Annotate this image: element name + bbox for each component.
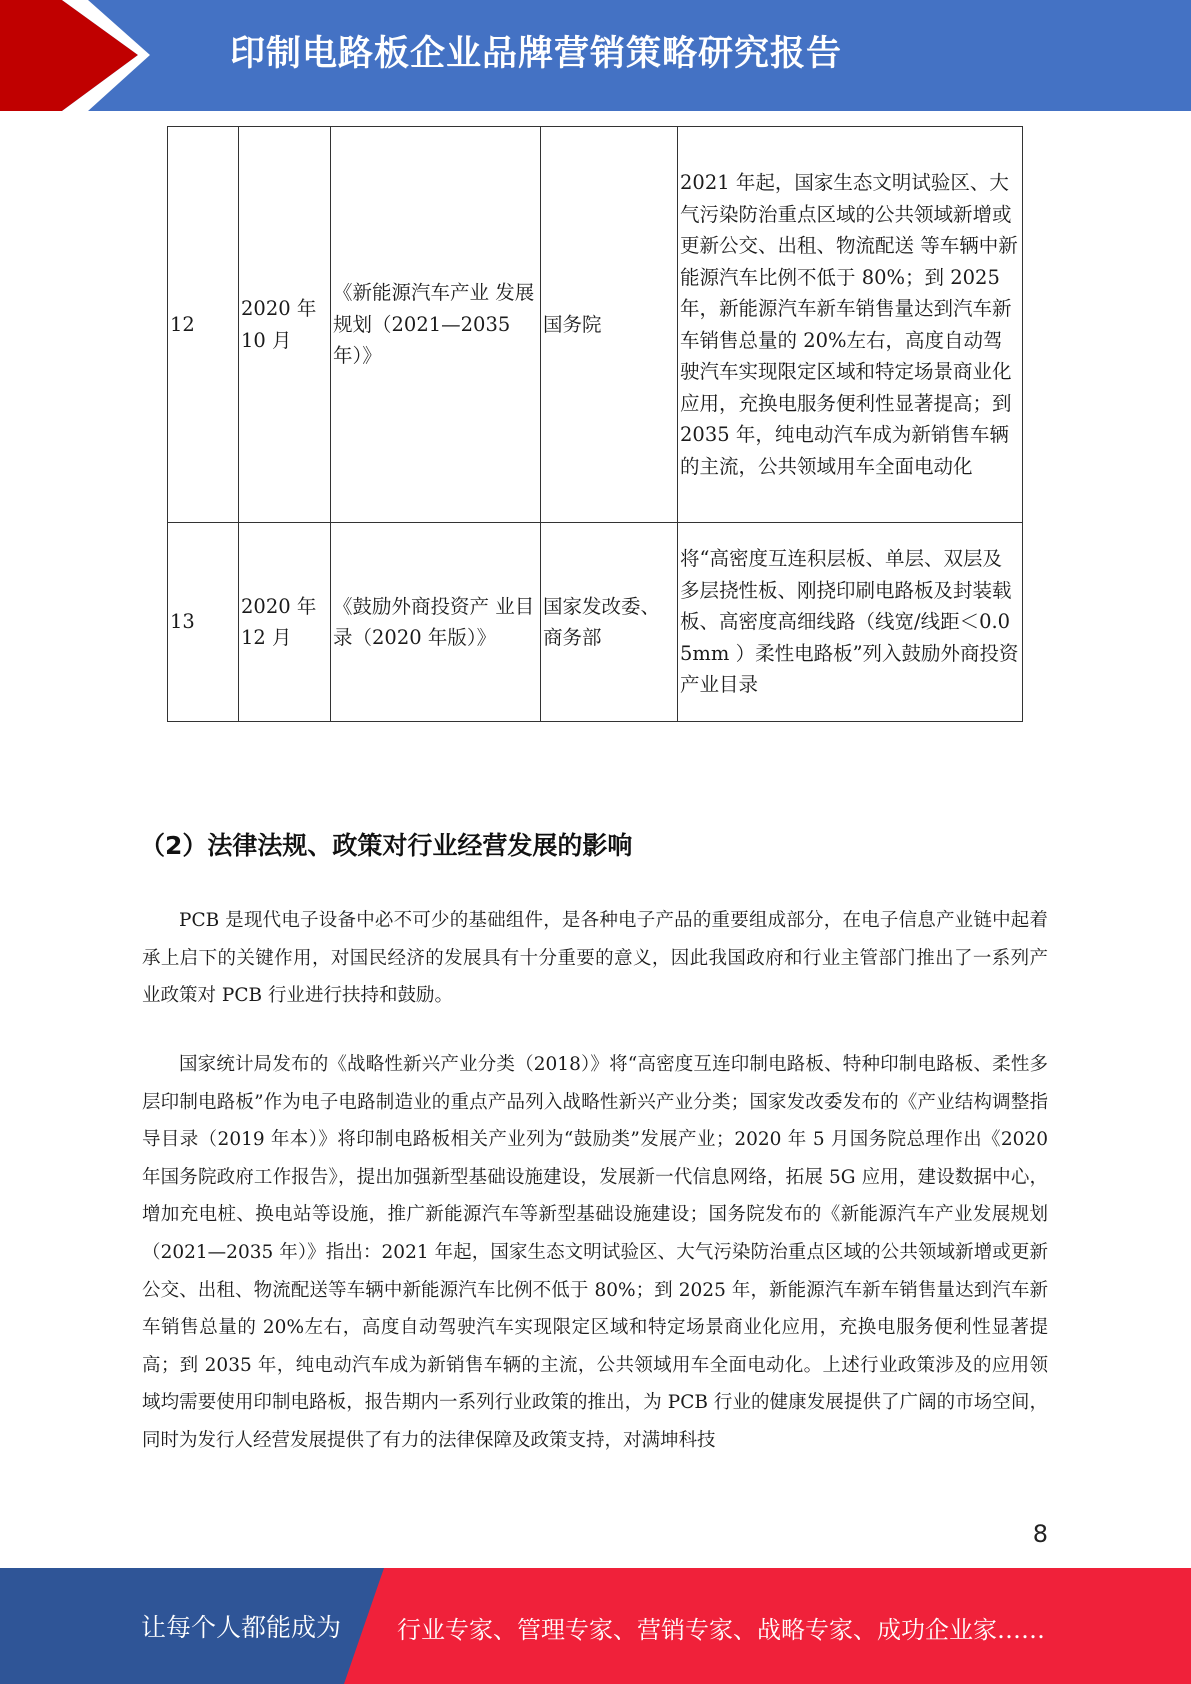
footer-slogan-left: 让每个人都能成为 [141,1613,342,1642]
section-heading: （2）法律法规、政策对行业经营发展的影响 [140,831,633,860]
page-number: 8 [1032,1520,1048,1548]
release-date: 2020 年 12 月 [239,523,331,722]
page-footer [0,1568,1191,1684]
report-title: 印制电路板企业品牌营销策略研究报告 [230,34,843,74]
policy-name: 《新能源汽车产业 发展规划（2021—2035 年）》 [331,127,541,523]
footer-slogan-right: 行业专家、管理专家、营销专家、战略专家、成功企业家…… [397,1616,1045,1644]
page-header [0,0,1191,111]
policy-name: 《鼓励外商投资产 业目录（2020 年版）》 [331,523,541,722]
row-number: 12 [168,127,239,523]
policy-content: 2021 年起，国家生态文明试验区、大气污染防治重点区域的公共领域新增或更新公交、出租、物流配送 等车辆中新能源汽车比例不低于 80%；到 2025 年，新能源汽车新车销售量达到汽车新车销售总量的 20%左右，高度自动驾驶汽车实现限定区域和特定场景商业化应用，充换电服务便利性显著提高；到 2035 年，纯电动汽车成为新销售车辆的主流，公共领域用车全面电动化 [678,127,1023,523]
policy-content: 将“高密度互连积层板、单层、双层及多层挠性板、刚挠印刷电路板及封装载板、高密度高细线路（线宽/线距＜0.05mm ）柔性电路板”列入鼓励外商投资产业目录 [678,523,1023,722]
policy-table [167,126,1023,722]
issuing-authority: 国家发改委、商务部 [541,523,678,722]
release-date: 2020 年 10 月 [239,127,331,523]
issuing-authority: 国务院 [541,127,678,523]
paragraph: PCB 是现代电子设备中必不可少的基础组件，是各种电子产品的重要组成部分，在电子信息产业链中起着承上启下的关键作用，对国民经济的发展具有十分重要的意义，因此我国政府和行业主管部门推出了一系列产业政策对 PCB 行业进行扶持和鼓励。 [142,910,1048,1007]
table-row [168,127,1023,523]
paragraph: 国家统计局发布的《战略性新兴产业分类（2018）》将“高密度互连印制电路板、特种印制电路板、柔性多层印制电路板”作为电子电路制造业的重点产品列入战略性新兴产业分类；国家发改委发布的《产业结构调整指导目录（2019 年本）》将印制电路板相关产业列为“鼓励类”发展产业；2020 年 5 月国务院总理作出《2020 年国务院政府工作报告》，提出加强新型基础设施建设，发展新一代信息网络，拓展 5G 应用，建设数据中心，增加充电桩、换电站等设施，推广新能源汽车等新型基础设施建设；国务院发布的《新能源汽车产业发展规划（2021—2035 年）》指出：2021 年起，国家生态文明试验区、大气污染防治重点区域的公共领域新增或更新公交、出租、物流配送等车辆中新能源汽车比例不低于 80%；到 2025 年，新能源汽车新车销售量达到汽车新车销售总量的 20%左右，高度自动驾驶汽车实现限定区域和特定场景商业化应用，充换电服务便利性显著提高；到 2035 年，纯电动汽车成为新销售车辆的主流，公共领域用车全面电动化。上述行业政策涉及的应用领域均需要使用印制电路板，报告期内一系列行业政策的推出，为 PCB 行业的健康发展提供了广阔的市场空间，同时为发行人经营发展提供了有力的法律保障及政策支持，对满坤科技 [142,1054,1048,1451]
table-row [168,523,1023,722]
row-number: 13 [168,523,239,722]
